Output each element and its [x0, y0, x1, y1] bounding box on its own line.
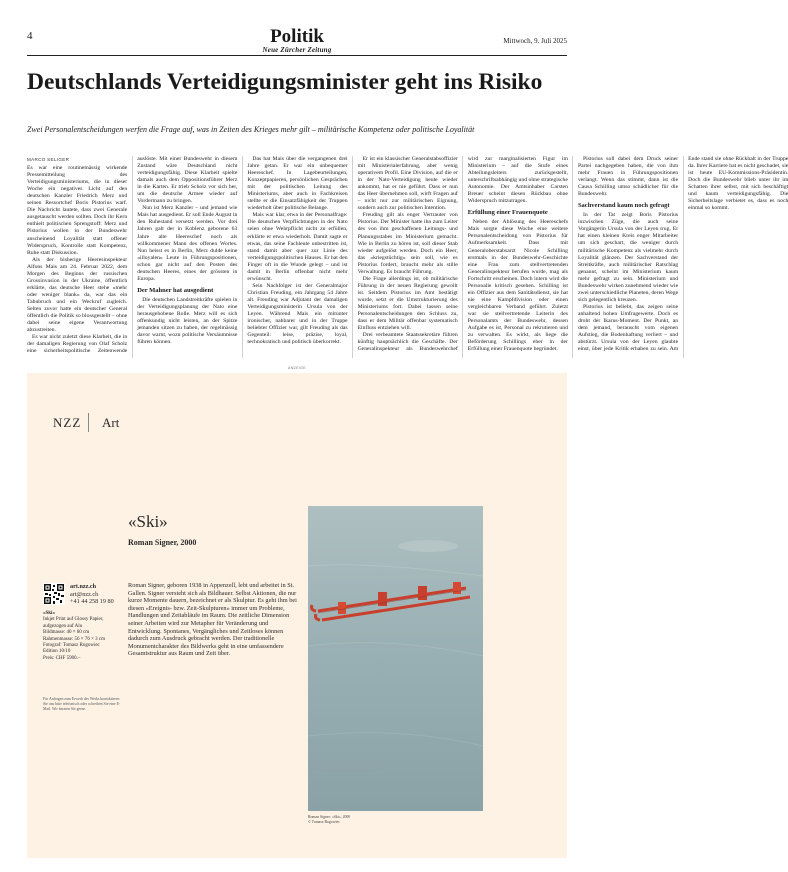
qr-code-graphic [43, 583, 65, 605]
article-subheading: Der Mahner hat ausgedient [137, 286, 214, 294]
article-paragraph: Es war nicht zuletzt diese Klarheit, die in der damaligen Regierung von Olaf Scholz eine sicherheitspolitische Zeitenwende auslöste. Mit einer Bundeswehr in diesem Zustand wäre Deutschland nicht verteidigungsfähig. Diese Klarheit spielte damals auch dem Oppositionsführer Merz in die Karten. Er trieb Scholz vor sich her, um die deutsche Armee wieder auf Vordermann zu bringen. [27, 156, 238, 355]
article-paragraph: Pistorius soll dabei dem Druck seiner Partei nachgegeben haben, die von ihm mehr Frauen in Führungspositionen verlangt. Wenn das stimmt, dann ist die Causa Schilling umso schädlicher für die Bundeswehr. [577, 156, 679, 198]
article-paragraph: Er ist ein klassischer Generalstabsoffizier mit Ministerialerfahrung, aber wenig operativem Profil. Eine Division, auf die er in der Nato-Verteidigung heute wieder ankommt, hat er nie geführt. Dass er nun das Heer übernehmen soll, wirft Fragen auf – nicht nur zur militärischen Eignung, sondern auch zur politischen Intention. [357, 156, 458, 212]
article-paragraph: Mais war klar, etwa in der Personalfrage: Die deutschen Verpflichtungen in der Nato seien ohne Wehrpflicht nicht zu erfüllen, erklärte er etwa wiederholt. Damit sagte er etwas, das seine Fachleute unbestritten ist, stand damit aber quer zur Linie des verteidigungspolitischen Hauses. Er hat den Finger oft in die Wunde gelegt – und ist damit in Berlin offenbar nicht mehr erwünscht. [247, 212, 348, 282]
ad-email-link[interactable]: art@nzz.ch [70, 590, 99, 598]
artwork-detail-line: Inkjet Print auf Glossy Papier, [43, 617, 104, 623]
article-subheading: Sachverstand kaum noch gefragt [577, 202, 670, 210]
newspaper-name: Neue Zürcher Zeitung [262, 46, 332, 54]
ad-label: ANZEIGE [288, 366, 306, 370]
photo-credit: © Tomasz Rogowiec [308, 819, 340, 824]
article-paragraph: Nun ist Merz Kanzler – und jemand wie Mais hat ausgedient. Er soll Ende August in den Ruhestand versetzt werden. Vor drei Jahren galt der in Koblenz geborene 63 Jahre alte Heereschef noch als willkommener Mann des offenen Wortes. Nun heisst es in Berlin, Merz dulde keine «illoyalen» Leute in Führungspositionen, schon gar nicht auf den Posten des deutschen Heeres, eines der grössten in Europa. [137, 205, 238, 282]
article-paragraph: Die Frage allerdings ist, ob militärische Führung in der neuen Regierung gewollt ist. Seitdem Pistorius im Amt bestätigt wurde, setzt er die Umstrukturierung des Ministeriums fort. Dabei lassen seine Personalentscheidungen den Schluss zu, dass er dem Militär offenbar systematisch Einfluss entziehen will. [357, 275, 458, 332]
ad-phone[interactable]: +41 44 258 19 80 [70, 598, 114, 606]
article-paragraph: Als der bisherige Heeresinspekteur Alfons Mais am 24. Februar 2022, dem Morgen des Beginns der russischen Grossinvasion in der Ukraine, öffentlich erklärte, das deutsche Heer stehe «mehr oder weniger blank» da, war das ein Tabubruch und ein Weckruf zugleich. Selten zuvor hatte ein deutscher General öffentlich die Politik so blossgestellt – ohne dabei seine eigene Verantwortung abzustreiten. [27, 256, 128, 334]
photo-caption [308, 815, 350, 825]
article-paragraph: Drei verbeamtete Staatssekretäre führen künftig hauptsächlich die Geschäfte. Der Generalinspekteur als Bundeswehrchef wird zur marginalisierten Figur im Ministerium – auf die Stufe eines Abteilungsleiters zurückgestellt, unterschriftsabhängig und ohne strategische Autonomie. Der Amtsinhaber Carsten Breuer scheint diesen Rückbau ohne Widerspruch mitzutragen. [357, 156, 568, 353]
masthead-rule [27, 55, 567, 56]
ad-contact [70, 583, 114, 606]
artwork-title: «Ski» [128, 512, 168, 531]
artwork-detail-line: Bildmasse: 40 × 60 cm [43, 630, 90, 636]
ad-brand-section: Art [102, 415, 120, 430]
section-title: Politik [270, 26, 324, 47]
artwork-details-title: «Ski» [43, 611, 55, 616]
article-paragraph: Das hat Mais über die vergangenen drei Jahre getan. Er war ein unbequemer Heereschef. In Lagebeurteilungen, Konzeptpapieren, persönlichen Gesprächen mit der politischen Leitung des Ministeriums, aber auch in Fachkreisen stellte er die Einsatzfähigkeit der Truppen wiederholt über politische Belange. [247, 156, 348, 212]
article-paragraph: Sein Nachfolger ist der Generalmajor Christian Freuding, ein Jahrgang 54 Jahre alt. Freuding war Adjutant der damaligen Verteidigungsministerin Ursula von der Leyen. Während Mais ein mitunter ironischer, nahbarer und in der Truppe beliebter Offizier war, gilt Freuding als das Gegenteil: leise, präzise, loyal, technokratisch und politisch überkorrekt. [247, 282, 348, 346]
article-paragraph: Die deutschen Landstreitkräfte spielen in der Verteidigungsplanung der Nato eine herausgehobene Rolle. Merz will es sich offenkundig nicht leisten, an der Spitze jemanden sitzen zu haben, der regelmässig davor warnt, wozu politische Versäumnisse führen können. [137, 296, 238, 346]
artwork-photo [308, 506, 483, 811]
article-author: MARCO SELIGER [27, 157, 70, 162]
artwork-artist: Roman Signer, 2000 [128, 538, 197, 547]
ad-note: Für Anfragen zum Erwerb des Werks kontaktieren Sie uns bitte telefonisch oder schreiben Sie eine E-Mail. Wir beraten Sie gerne. [43, 697, 121, 711]
ad-brand: NZZ [53, 415, 82, 430]
article-body [27, 156, 788, 358]
artwork-details [43, 611, 121, 662]
article-paragraph: Neben der Ablösung des Heereschefs Mais sorgte diese Woche eine weitere Personalentscheidung von Pistorius für Aufmerksamkeit. Dass mit Generaloberstabsarzt Nicole Schilling erstmals in der Bundeswehr-Geschichte eine Frau zum stellvertretenden Generalinspekteur berufen wurde, mag als Fortschritt erscheinen. Doch intern wird die Personalie kritisch gesehen. Schilling ist ein Offizier aus dem Sanitätsdienst, sie hat nie eine Kampfdivision oder einen vergleichbaren Verband geführt. Zuletzt war sie stellvertretende Leiterin des Personalamts der Bundeswehr, dessen Aufgabe es ist, Personal zu rekrutieren und zu verwalten. Es wirkt, als liege die Beförderung Schillings eher in der Erfüllung einer Frauenquote begründet. [467, 219, 568, 353]
issue-date: Mittwoch, 9. Juli 2025 [503, 37, 567, 45]
artwork-detail-line: Edition 10/10 [43, 649, 71, 655]
photo-caption-title: Roman Signer: «Ski», 2000 [308, 815, 351, 819]
article-paragraph: In der Tat zeigt Boris Pistorius inzwischen Züge, die auch seine Vorgängerin Ursula von der Leyen trug. Er hat einen kleinen Kreis enger Mitarbeiter um sich geschart, die weniger durch militärische Kompetenz als vielmehr durch Loyalität glänzen. Der Sachverstand der Streitkräfte, auch militärischer Ratschlag genannt, scheint im Ministerium kaum mehr gefragt zu sein. Ministerium und Bundeswehr wirken zunehmend wieder wie zwei unterschiedliche Planeten, deren Wege sich gelegentlich kreuzen. [577, 212, 679, 303]
artwork-detail-line: Preis: CHF 5900.– [43, 655, 81, 661]
article-headline: Deutschlands Verteidigungsminister geht ins Risiko [27, 69, 543, 95]
ski-on-water-image [308, 506, 483, 811]
page-number: 4 [27, 30, 33, 42]
article-subtitle: Zwei Personalentscheidungen werfen die Frage auf, was in Zeiten des Krieges mehr gilt – militärische Kompetenz oder politische Loyalität [27, 125, 475, 134]
article-paragraph: Freuding gilt als enger Vertrauter von Pistorius. Der Minister hatte ihn zum Leiter des von ihm geschaffenen Leitungs- und Planungsstabes im Ministerium gemacht. Wie in Berlin zu hören ist, soll dieser Stab wieder aufgelöst werden. Doch ein Heer, das «kriegstüchtig» sein soll, wie es Pistorius fordert, braucht mehr als stille Verwaltung. Es braucht Führung. [357, 212, 458, 275]
article-paragraph: Es war eine routinemässig wirkende Pressemitteilung des Verteidigungsministeriums, die in dieser Woche ein negatives Licht auf den deutschen Kanzler Friedrich Merz und seinen Ressortchef Boris Pistorius warf. Die Nachricht lautete, dass zwei Generale ausgetauscht werden sollten. Doch ihr Kern enthielt politischen Sprengstoff: Merz und Pistorius wollen in der Bundeswehr anscheinend Loyalität statt offener Widerspruch, Kontrolle statt Kompetenz, Ruhe statt Diskussion. [27, 165, 128, 256]
article-subheading: Erfüllung einer Frauenquote [467, 209, 548, 217]
article-paragraph: Pistorius ist beliebt, das zeigen seine anhaltend hohen Umfragewerte. Doch es droht der Ikarus-Moment. Der Punkt, an dem jemand, berauscht vom eigenen Aufstieg, die Bodenhaftung verliert – und abstürzt. Ursula von der Leyen glaubte einst, über jede Kritik erhaben zu sein. Am Ende stand sie ohne Rückhalt in der Truppe da. Ihrer Karriere hat es nicht geschadet, sie ist heute EU-Kommissions-Präsidentin. Doch die Bundeswehr blieb unter ihr im Schatten ihrer selbst, mit sich beschäftigt und kaum verteidigungsfähig. Die Sicherheitslage verbietet es, dass es noch einmal so kommt. [577, 156, 788, 353]
ad-website-link[interactable]: art.nzz.ch [70, 583, 97, 590]
artwork-detail-line: Rahmenmasse: 56 × 76 × 3 cm [43, 636, 106, 642]
qr-code-icon[interactable] [43, 583, 65, 605]
artist-description: Roman Signer, geboren 1938 in Appenzell, lebt und arbeitet in St. Gallen. Signer versteht sich als Bildhauer. Selbst Aktionen, die nur kurze Momente dauern, bezeichnet er als Skulptur. Es geht ihm bei diesen «Ereignis- bzw. Zeit-Skulpturen» immer um Probleme, Handlungen und Zeitabläufe im Raum. Die zeitliche Dimension seiner Arbeiten wird zur Metapher für Veränderung und Entwicklung. Spontanes, Vergängliches und Zeitloses können dadurch zum Ausdruck gebracht werden. Der traditionelle Monumentcharakter des Bildwerks geht in eine umfassendere Gesamtstruktur aus Raum und Zeit über. [128, 582, 297, 658]
ad-brand-divider [88, 413, 89, 432]
artwork-detail-line: aufgezogen auf Alu [43, 623, 83, 629]
artwork-detail-line: Fotograf: Tomasz Rogowiec [43, 643, 100, 649]
